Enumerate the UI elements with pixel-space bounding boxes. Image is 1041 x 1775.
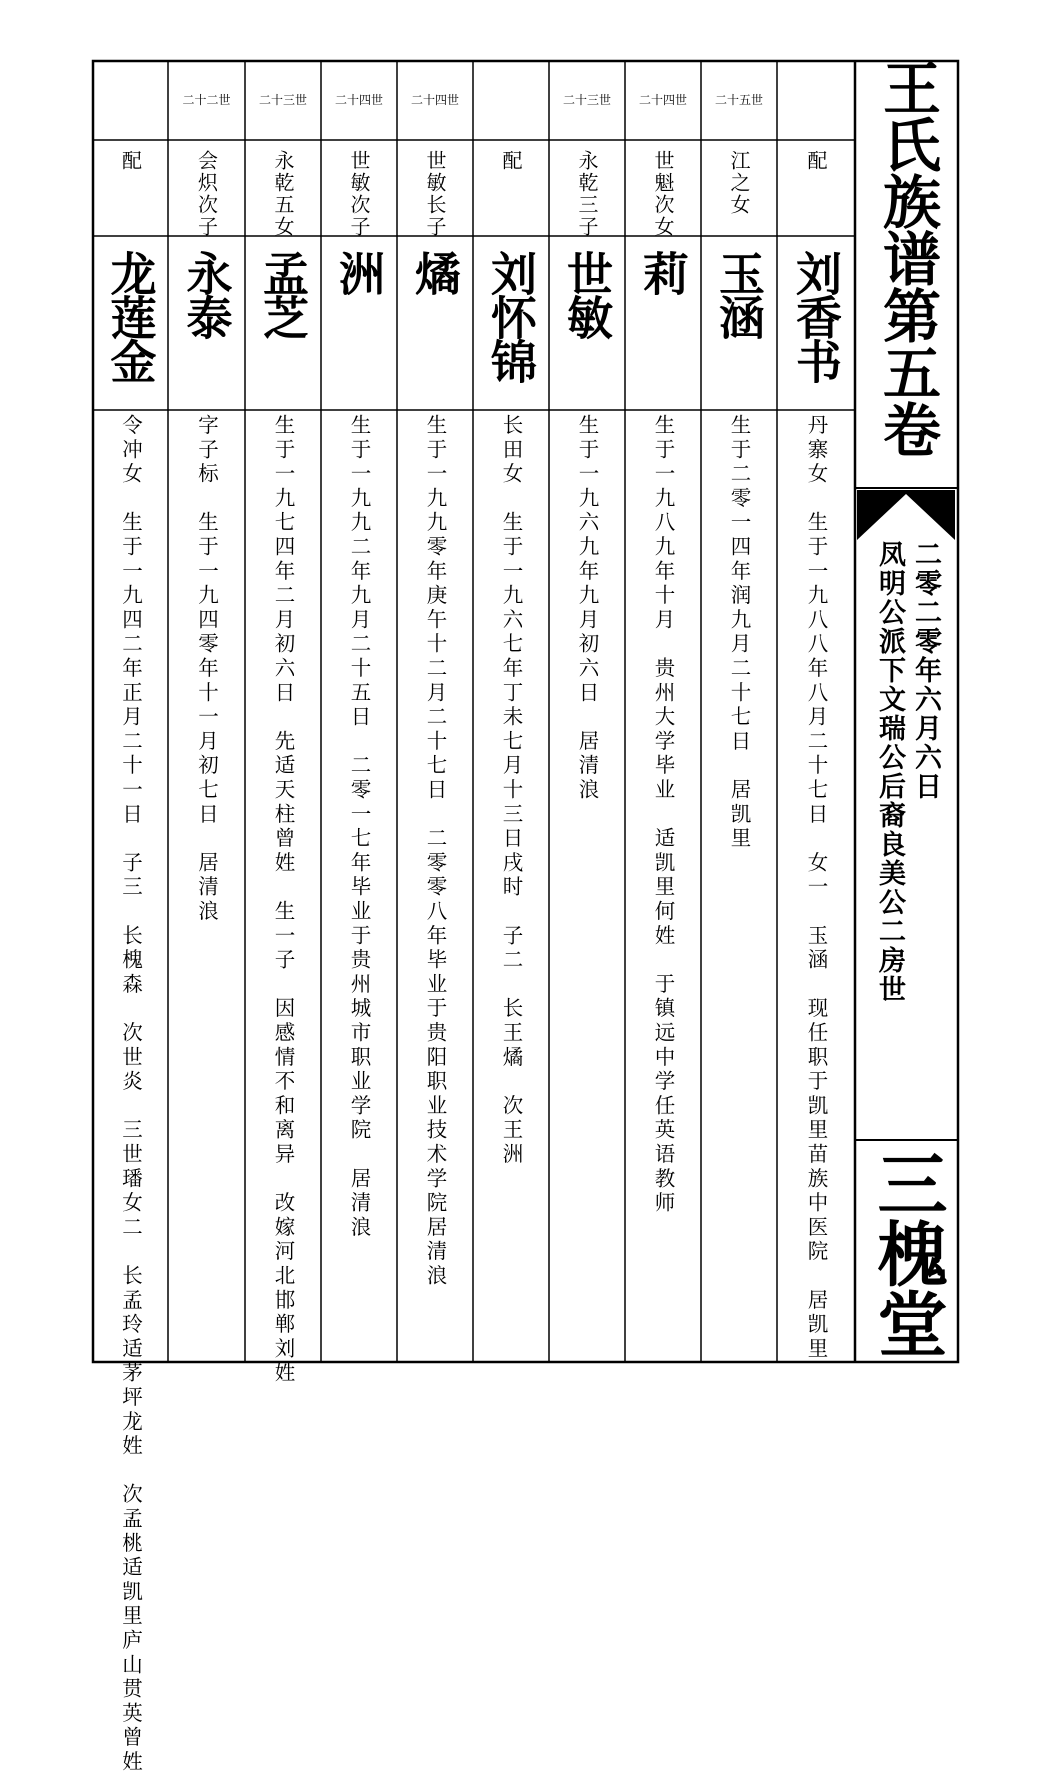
person-biography: 生于一九六九年九月初六日 居清浪 [575,414,599,803]
relation-label-cell [168,150,245,238]
relation-label-cell [701,150,777,230]
relation-label-cell [397,150,473,238]
person-name: 莉 [636,250,690,294]
person-name: 刘怀锦 [484,250,538,382]
hall-name [862,1148,952,1358]
relation-label-cell [549,150,625,238]
person-biography-cell [321,414,397,1364]
person-name: 世敏 [560,250,614,338]
relation-label: 世魁次女 [651,150,675,238]
person-biography-cell [168,414,245,1364]
generation-label: 二十二世 [182,93,231,107]
person-biography: 生于二零一四年润九月二十七日 居凯里 [727,414,751,852]
book-subtitle-text: 凤明公派下文瑞公后裔良美公二房世 [874,540,905,1004]
person-name: 刘香书 [789,250,843,382]
book-title [862,58,952,488]
person-name-cell [245,250,321,400]
book-subtitle [862,540,952,1140]
person-biography-cell [397,414,473,1364]
relation-label-cell [93,150,168,230]
person-biography-cell [625,414,701,1364]
generation-label-cell [93,64,168,136]
title-block-notch [857,490,955,540]
generation-label-cell [245,64,321,136]
person-name: 孟芝 [256,250,310,338]
person-name: 玉涵 [712,250,766,338]
relation-label: 会炽次子 [194,150,219,238]
person-name-cell [93,250,168,400]
relation-label: 永乾五女 [271,150,295,238]
person-biography-cell [245,414,321,1386]
person-name-cell [549,250,625,400]
person-biography: 生于一九八九年十月 贵州大学毕业 适凯里何姓 于镇远中学任英语教师 [651,414,675,1216]
generation-label-cell [168,64,245,136]
person-biography-cell [473,414,549,1364]
generation-label-cell [473,64,549,136]
person-name-cell [397,250,473,400]
relation-label-cell [625,150,701,238]
generation-label: 二十三世 [258,93,307,107]
relation-label-cell [777,150,855,230]
relation-label: 世敏次子 [347,150,371,238]
generation-label-cell [549,64,625,136]
person-name-cell [701,250,777,400]
person-name-cell [168,250,245,400]
relation-label: 江之女 [727,150,751,216]
person-biography-cell [701,414,777,1364]
relation-label: 配 [499,150,523,172]
generation-label-cell [321,64,397,136]
person-biography: 生于一九七四年二月初六日 先适天柱曾姓 生一子 因感情不和离异 改嫁河北邯郸刘姓 [271,414,295,1386]
generation-label-cell [777,64,855,136]
relation-label-cell [245,150,321,238]
relation-label-cell [321,150,397,238]
book-title-text: 王氏族谱第五卷 [873,58,941,457]
person-name-cell [625,250,701,400]
generation-label-cell [397,64,473,136]
person-biography: 令冲女 生于一九四二年正月二十一日 子三 长槐森 次世炎 三世璠女二 长孟玲适茅坪龙姓 次孟桃适凯里庐山贯英曾姓 [118,414,143,1775]
generation-label: 二十四世 [334,93,383,107]
person-name-cell [473,250,549,400]
person-name: 龙莲金 [103,250,158,382]
person-name: 洲 [332,250,386,294]
relation-label: 配 [804,150,828,172]
person-name-cell [321,250,397,400]
book-date-text: 二零二零年六月六日 [910,540,941,801]
relation-label: 配 [118,150,143,172]
relation-label: 世敏长子 [423,150,447,238]
generation-label: 二十四世 [410,93,459,107]
person-name: 永泰 [179,250,234,338]
person-biography: 丹寨女 生于一九八八年八月二十七日 女一 玉涵 现任职于凯里苗族中医院 居凯里 [804,414,828,1362]
generation-label-cell [701,64,777,136]
generation-label: 二十三世 [562,93,611,107]
person-biography-cell [93,414,168,1775]
generation-label: 二十五世 [714,93,763,107]
person-name-cell [777,250,855,400]
hall-name-text: 三槐堂 [866,1148,949,1358]
person-biography: 生于一九九二年九月二十五日 二零一七年毕业于贵州城市职业学院 居清浪 [347,414,371,1241]
person-biography: 长田女 生于一九六七年丁未七月十三日戌时 子二 长王燏 次王洲 [499,414,523,1168]
relation-label: 永乾三子 [575,150,599,238]
person-biography-cell [777,414,855,1364]
relation-label-cell [473,150,549,230]
person-biography-cell [549,414,625,1364]
person-biography: 字子标 生于一九四零年十一月初七日 居清浪 [194,414,219,925]
person-name: 燏 [408,250,462,294]
generation-label: 二十四世 [638,93,687,107]
person-biography: 生于一九九零年庚午十二月二十七日 二零零八年毕业于贵阳职业技术学院居清浪 [423,414,447,1289]
generation-label-cell [625,64,701,136]
